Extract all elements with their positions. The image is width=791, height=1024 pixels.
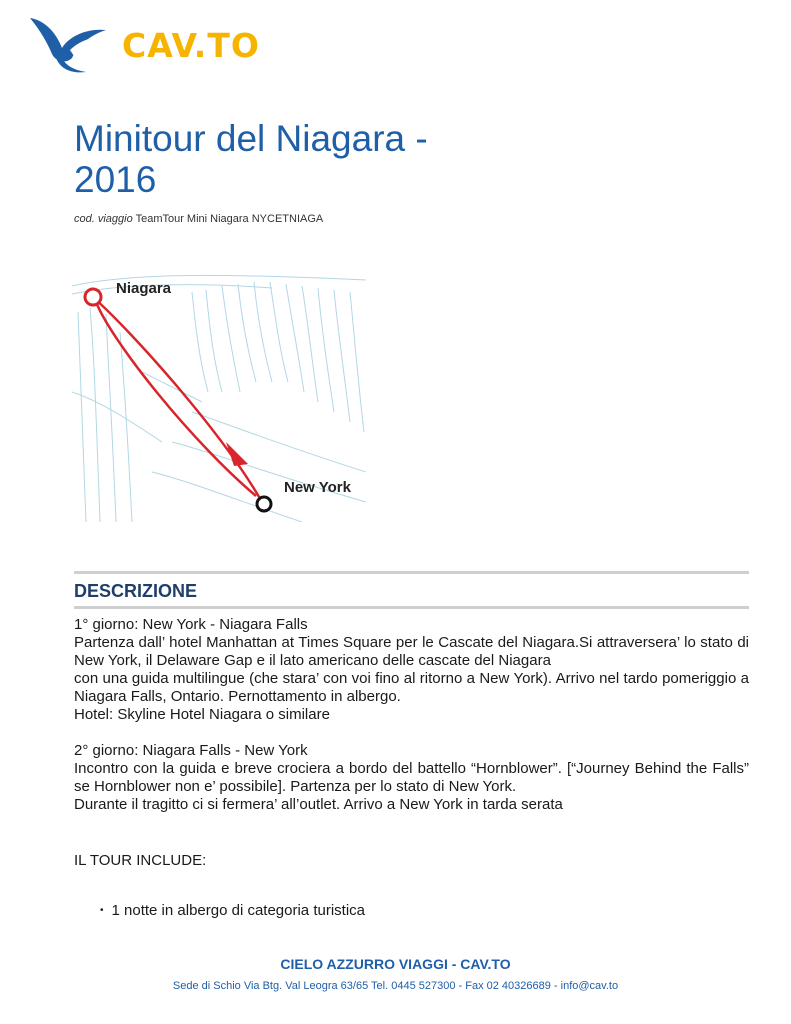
list-item [100,902,365,919]
day1-text-2: con una guida multilingue (che stara’ con voi fino al ritorno a New York). Arrivo nel tardo pomeriggio a Niagara Falls, Ontario. Pernottamento in albergo. [74,670,749,705]
includes-title: IL TOUR INCLUDE: [74,852,207,869]
section-title-descrizione: DESCRIZIONE [74,581,198,601]
bullet-icon: • [100,905,104,916]
day1-hotel: Hotel: Skyline Hotel Niagara o similare [74,706,330,723]
day2-heading: 2° giorno: Niagara Falls - New York [74,742,308,759]
bird-logo-icon [26,10,112,78]
includes-list [100,902,365,919]
footer-address: Sede di Schio Via Btg. Val Leogra 63/65 Tel. 0445 527300 - Fax 02 40326689 - info@cav.to [172,980,619,992]
include-item-text: 1 notte in albergo di categoria turistica [111,902,365,919]
day2-text-1: Incontro con la guida e breve crociera a bordo del battello “Hornblower”. [“Journey Behind the Falls” se Hornblower non e’ possibile]. Partenza per lo stato di New York. [74,760,749,795]
footer-company: CIELO AZZURRO VIAGGI - CAV.TO [280,956,511,972]
section-divider-top [74,571,749,574]
trip-code [74,213,323,225]
company-logo [26,10,266,78]
newyork-marker-icon [257,497,271,511]
map-label-newyork: New York [284,479,351,496]
route-map-graphic [72,272,366,522]
logo-wordmark: CAV.TO [122,26,260,65]
map-label-niagara: Niagara [116,280,172,297]
trip-code-label: cod. viaggio [74,213,133,225]
trip-code-value: TeamTour Mini Niagara NYCETNIAGA [135,213,324,225]
day1-heading: 1° giorno: New York - Niagara Falls [74,616,308,633]
day2-text-2: Durante il tragitto ci si fermera’ all’outlet. Arrivo a New York in tarda serata [74,796,563,813]
day1-text-1: Partenza dall’ hotel Manhattan at Times Square per le Cascate del Niagara.Si attraversera’ lo stato di New York, il Delaware Gap e il lato americano delle cascate del Niagara [74,634,749,669]
itinerary-description [74,616,749,814]
section-divider-bottom [74,606,749,609]
page-title: Minitour del Niagara - 2016 [74,118,428,200]
route-map [72,272,366,522]
niagara-marker-icon [85,289,101,305]
